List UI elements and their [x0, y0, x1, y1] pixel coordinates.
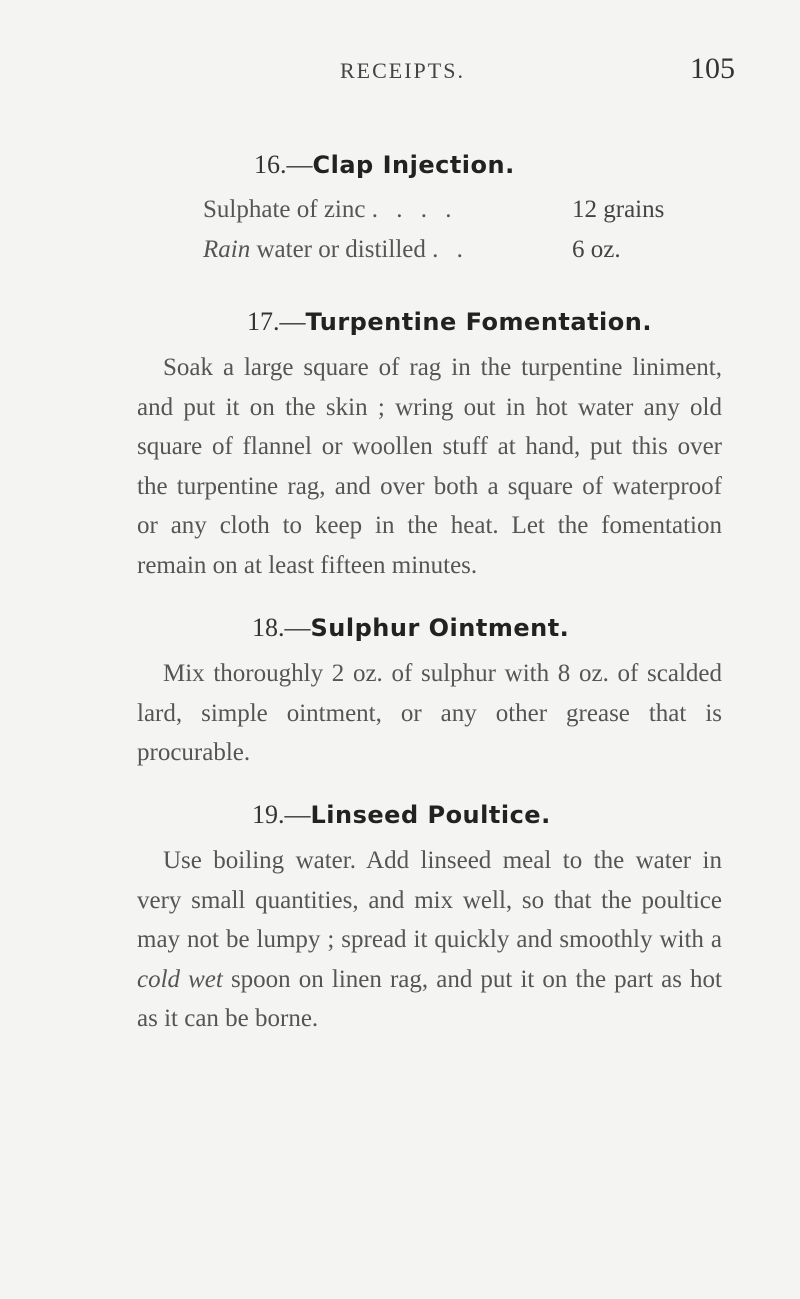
recipe-text: Mix thoroughly 2 oz. of sulphur with 8 oz. of scalded lard, simple ointment, or any other grease that is procurable.	[137, 660, 722, 766]
recipe-17-heading: 17.—Turpentine Fomentation.	[247, 307, 652, 336]
recipe-16-heading: 16.—Clap Injection.	[254, 150, 515, 179]
recipe-title: Clap Injection.	[312, 151, 515, 179]
recipe-title: Linseed Poultice.	[310, 801, 551, 829]
page-number: 105	[690, 52, 735, 85]
recipe-text-italic: cold wet	[137, 965, 223, 993]
recipe-17-body	[137, 348, 722, 585]
recipe-number: 19.	[252, 800, 285, 829]
recipe-text: spoon on linen rag, and put it on the part as hot as it can be borne.	[137, 965, 722, 1032]
running-title: RECEIPTS.	[340, 58, 465, 83]
ingredient-name-italic: Rain	[203, 236, 251, 263]
recipe-18-heading: 18.—Sulphur Ointment.	[252, 613, 570, 642]
recipe-number: 16.	[254, 150, 287, 179]
leader-dots: . . . .	[371, 196, 458, 223]
ingredient-line	[203, 235, 469, 265]
recipe-text: Soak a large square of rag in the turpentine liniment, and put it on the skin ; wring out in hot water any old square of flannel or woollen stuff at hand, put this over the turpentine rag, and over both a square of waterproof or any cloth to keep in the heat. Let the fomentation remain on at least fifteen minutes.	[137, 354, 722, 579]
recipe-19-heading: 19.—Linseed Poultice.	[252, 800, 551, 829]
ingredient-name: water or distilled	[250, 236, 426, 263]
ingredient-quantity: 6 oz.	[572, 236, 621, 263]
recipe-text: Use boiling water. Add linseed meal to the water in very small quantities, and mix well, so that the poultice may not be lumpy ; spread it quickly and smoothly with a	[137, 847, 722, 953]
ingredient-line	[203, 195, 457, 225]
recipe-19-body	[137, 841, 722, 1039]
running-head	[0, 52, 800, 92]
recipe-title: Sulphur Ointment.	[310, 614, 570, 642]
recipe-number: 18.	[252, 613, 285, 642]
recipe-number: 17.	[247, 307, 280, 336]
ingredient-quantity: 12 grains	[572, 196, 665, 223]
recipe-title: Turpentine Fomentation.	[305, 308, 652, 336]
recipe-18-body	[137, 654, 722, 773]
ingredient-name: Sulphate of zinc	[203, 196, 366, 223]
leader-dots: . .	[432, 236, 469, 263]
